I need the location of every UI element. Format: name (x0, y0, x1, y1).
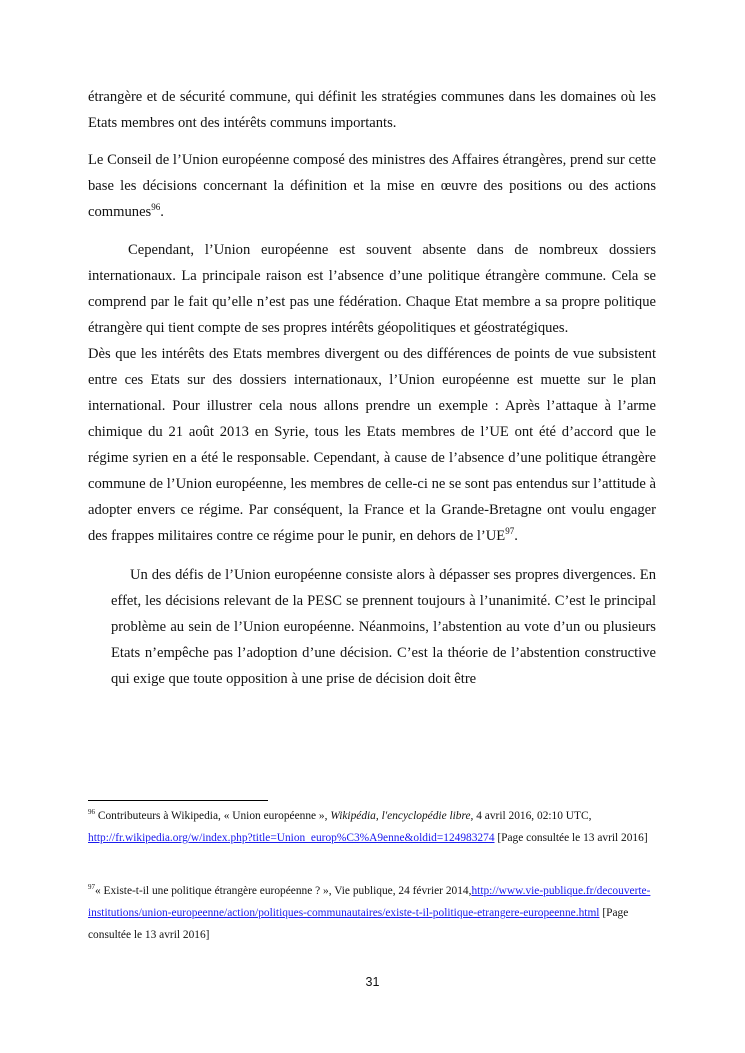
page-number: 31 (365, 975, 380, 989)
footnote-separator (88, 800, 268, 801)
footnote-97-number: 97 (88, 883, 95, 892)
paragraph-4-text: Un des défis de l’Union européenne consiste alors à dépasser ses propres divergences. En effet, les décisions relevant de la PESC se prennent toujours à l’unanimité. C’est le principal problème au sein de l’Union européenne. Néanmoins, l’abstention au vote d’un ou plusieurs Etats n’empêche pas l’adoption d’une décision. C’est la théorie de l’abstention constructive qui exige que toute opposition à une prise de décision doit être (111, 567, 656, 687)
paragraph-2-text: Le Conseil de l’Union européenne composé des ministres des Affaires étrangères, prend sur cette base les décisions concernant la définition et la mise en œuvre des positions ou des actions communes (88, 152, 656, 220)
footnote-ref-97[interactable]: 97 (505, 526, 515, 537)
footnote-97-link[interactable]: http://www.vie-publique.fr/decouverte-institutions/union-europeenne/action/politiques-communautaires/existe-t-il-politique-etrangere-europeenne.html (88, 885, 651, 919)
footnote-96-date: 4 avril 2016, 02:10 UTC, (473, 810, 592, 822)
footnote-96 (88, 805, 656, 849)
paragraph-1-text: étrangère et de sécurité commune, qui définit les stratégies communes dans les domaines où les Etats membres ont des intérêts communs importants. (88, 89, 656, 131)
paragraph-3-end: . (514, 528, 518, 544)
footnote-96-source: Wikipédia, l'encyclopédie libre, (330, 810, 474, 822)
paragraph-2-end: . (160, 204, 164, 220)
paragraph-3 (88, 237, 656, 549)
footnote-96-text: Contributeurs à Wikipedia, « Union européenne », (95, 810, 331, 822)
footnote-96-link[interactable]: http://fr.wikipedia.org/w/index.php?title=Union_europ%C3%A9enne&oldid=124983274 (88, 832, 495, 844)
paragraph-3-part-1: Cependant, l’Union européenne est souvent absente dans de nombreux dossiers internationaux. La principale raison est l’absence d’une politique étrangère commune. Cela se comprend par le fait qu’elle n’est pas une fédération. Chaque Etat membre a sa propre politique étrangère qui tient compte de ses propres intérêts géopolitiques et géostratégiques. (88, 242, 656, 336)
footnote-96-consulted: [Page consultée le 13 avril 2016] (494, 832, 648, 844)
footnote-97 (88, 880, 656, 946)
paragraph-1 (88, 84, 656, 136)
paragraph-2 (88, 147, 656, 225)
footnote-97-text: « Existe-t-il une politique étrangère européenne ? », Vie publique, 24 février 2014, (95, 885, 472, 897)
paragraph-4 (111, 562, 656, 692)
footnote-97-consulted: [Page consultée le 13 avril 2016] (88, 907, 629, 941)
footnote-ref-96[interactable]: 96 (151, 202, 161, 213)
footnote-96-number: 96 (88, 808, 95, 817)
paragraph-3-part-2: Dès que les intérêts des Etats membres divergent ou des différences de points de vue subsistent entre ces Etats sur des dossiers internationaux, l’Union européenne est muette sur le plan international. Pour illustrer cela nous allons prendre un exemple : Après l’attaque à l’arme chimique du 21 août 2013 en Syrie, tous les Etats membres de l’UE ont été d’accord que le régime syrien en a été le responsable. Cependant, à cause de l’absence d’une politique étrangère commune de l’Union européenne, les membres de celle-ci ne se sont pas entendus sur l’attitude à adopter envers ce régime. Par conséquent, la France et la Grande-Bretagne ont voulu engager des frappes militaires contre ce régime pour le punir, en dehors de l’UE (88, 346, 656, 544)
